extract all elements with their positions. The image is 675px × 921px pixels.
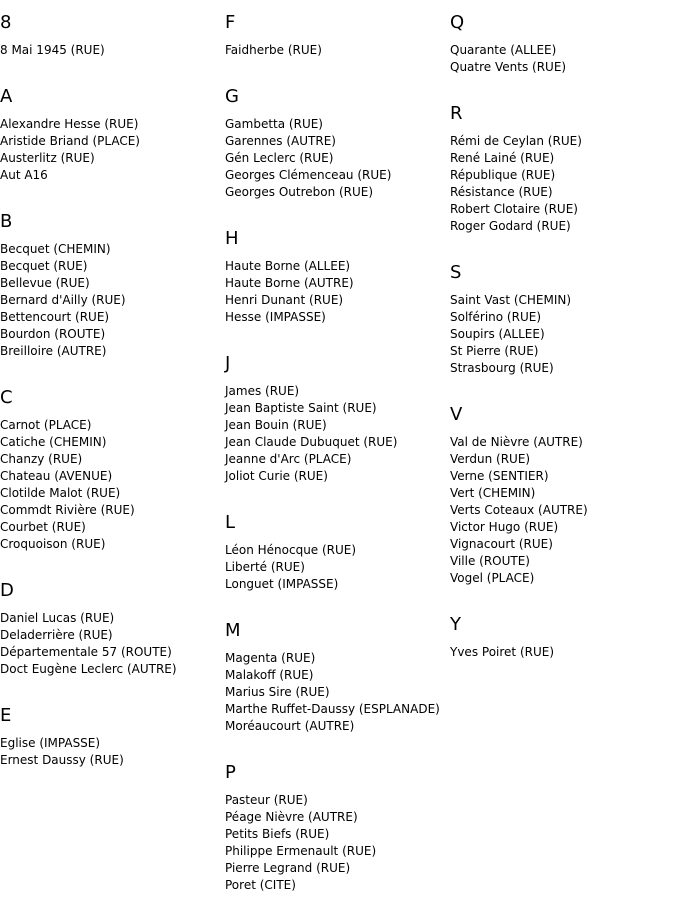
street-link[interactable]: Deladerrière (RUE) bbox=[0, 628, 113, 642]
street-index-column-2 bbox=[225, 12, 447, 921]
street-link[interactable]: République (RUE) bbox=[450, 168, 556, 182]
street-link[interactable]: Strasbourg (RUE) bbox=[450, 361, 554, 375]
street-link[interactable]: Carnot (PLACE) bbox=[0, 418, 92, 432]
street-link[interactable]: Ernest Daussy (RUE) bbox=[0, 753, 124, 767]
street-link[interactable]: Yves Poiret (RUE) bbox=[450, 645, 555, 659]
street-link[interactable]: St Pierre (RUE) bbox=[450, 344, 539, 358]
street-link[interactable]: René Lainé (RUE) bbox=[450, 151, 555, 165]
letter-section-j bbox=[225, 353, 447, 485]
street-link[interactable]: Alexandre Hesse (RUE) bbox=[0, 117, 139, 131]
street-link[interactable]: Georges Outrebon (RUE) bbox=[225, 185, 374, 199]
letter-section-v bbox=[450, 404, 672, 587]
street-link[interactable]: Verdun (RUE) bbox=[450, 452, 531, 466]
street-link[interactable]: Haute Borne (ALLEE) bbox=[225, 259, 351, 273]
section-letter: M bbox=[225, 620, 241, 641]
street-link[interactable]: Victor Hugo (RUE) bbox=[450, 520, 559, 534]
street-link[interactable]: Marius Sire (RUE) bbox=[225, 685, 330, 699]
street-link[interactable]: Vert (CHEMIN) bbox=[450, 486, 536, 500]
street-link[interactable]: Doct Eugène Leclerc (AUTRE) bbox=[0, 662, 177, 676]
street-link[interactable]: Verne (SENTIER) bbox=[450, 469, 549, 483]
street-link[interactable]: Départementale 57 (ROUTE) bbox=[0, 645, 172, 659]
street-link[interactable]: Henri Dunant (RUE) bbox=[225, 293, 344, 307]
street-link[interactable]: Moréaucourt (AUTRE) bbox=[225, 719, 355, 733]
section-letter: G bbox=[225, 86, 239, 107]
street-link[interactable]: Poret (CITE) bbox=[225, 878, 296, 892]
street-link[interactable]: Jean Baptiste Saint (RUE) bbox=[225, 401, 377, 415]
letter-section-m bbox=[225, 620, 447, 735]
street-link[interactable]: Faidherbe (RUE) bbox=[225, 43, 322, 57]
letter-section-8 bbox=[0, 12, 222, 59]
letter-section-p bbox=[225, 762, 447, 894]
letter-section-g bbox=[225, 86, 447, 201]
street-link[interactable]: Solférino (RUE) bbox=[450, 310, 541, 324]
section-letter: P bbox=[225, 762, 236, 783]
street-link[interactable]: Jeanne d'Arc (PLACE) bbox=[225, 452, 352, 466]
letter-section-d bbox=[0, 580, 222, 678]
street-link[interactable]: Catiche (CHEMIN) bbox=[0, 435, 107, 449]
street-link[interactable]: Clotilde Malot (RUE) bbox=[0, 486, 121, 500]
section-letter: D bbox=[0, 580, 14, 601]
street-link[interactable]: Malakoff (RUE) bbox=[225, 668, 314, 682]
section-letter: C bbox=[0, 387, 13, 408]
section-letter: H bbox=[225, 228, 239, 249]
letter-section-l bbox=[225, 512, 447, 593]
section-letter: E bbox=[0, 705, 12, 726]
street-index-column-1 bbox=[0, 12, 222, 796]
section-letter: J bbox=[225, 353, 231, 374]
street-link[interactable]: Longuet (IMPASSE) bbox=[225, 577, 339, 591]
street-link[interactable]: Daniel Lucas (RUE) bbox=[0, 611, 115, 625]
street-link[interactable]: Quatre Vents (RUE) bbox=[450, 60, 567, 74]
street-link[interactable]: Joliot Curie (RUE) bbox=[225, 469, 328, 483]
letter-section-s bbox=[450, 262, 672, 377]
section-letter: Q bbox=[450, 12, 465, 33]
street-link[interactable]: Becquet (RUE) bbox=[0, 259, 88, 273]
section-letter: Y bbox=[450, 614, 461, 635]
street-link[interactable]: Résistance (RUE) bbox=[450, 185, 553, 199]
street-link[interactable]: Austerlitz (RUE) bbox=[0, 151, 95, 165]
street-link[interactable]: Bellevue (RUE) bbox=[0, 276, 90, 290]
section-letter: 8 bbox=[0, 12, 12, 33]
street-link[interactable]: Magenta (RUE) bbox=[225, 651, 316, 665]
street-link[interactable]: Jean Claude Dubuquet (RUE) bbox=[225, 435, 398, 449]
street-link[interactable]: Breilloire (AUTRE) bbox=[0, 344, 107, 358]
street-link[interactable]: Gambetta (RUE) bbox=[225, 117, 323, 131]
section-letter: F bbox=[225, 12, 236, 33]
section-letter: V bbox=[450, 404, 463, 425]
street-link[interactable]: Bettencourt (RUE) bbox=[0, 310, 110, 324]
street-link[interactable]: Val de Nièvre (AUTRE) bbox=[450, 435, 583, 449]
street-link[interactable]: Quarante (ALLEE) bbox=[450, 43, 557, 57]
street-link[interactable]: Philippe Ermenault (RUE) bbox=[225, 844, 377, 858]
street-link[interactable]: Commdt Rivière (RUE) bbox=[0, 503, 135, 517]
street-link[interactable]: Rémi de Ceylan (RUE) bbox=[450, 134, 582, 148]
street-link[interactable]: 8 Mai 1945 (RUE) bbox=[0, 43, 105, 57]
street-link[interactable]: Ville (ROUTE) bbox=[450, 554, 530, 568]
letter-section-y bbox=[450, 614, 672, 661]
street-link[interactable]: Roger Godard (RUE) bbox=[450, 219, 571, 233]
street-link[interactable]: Haute Borne (AUTRE) bbox=[225, 276, 354, 290]
street-link[interactable]: Soupirs (ALLEE) bbox=[450, 327, 545, 341]
street-link[interactable]: Pasteur (RUE) bbox=[225, 793, 308, 807]
street-link[interactable]: Gén Leclerc (RUE) bbox=[225, 151, 334, 165]
section-letter: B bbox=[0, 211, 13, 232]
street-link[interactable]: Hesse (IMPASSE) bbox=[225, 310, 326, 324]
street-link[interactable]: Liberté (RUE) bbox=[225, 560, 305, 574]
section-letter: A bbox=[0, 86, 13, 107]
street-link[interactable]: Bernard d'Ailly (RUE) bbox=[0, 293, 126, 307]
street-link[interactable]: Vignacourt (RUE) bbox=[450, 537, 553, 551]
letter-section-r bbox=[450, 103, 672, 235]
letter-section-e bbox=[0, 705, 222, 769]
street-link[interactable]: Robert Clotaire (RUE) bbox=[450, 202, 578, 216]
street-link[interactable]: Croquoison (RUE) bbox=[0, 537, 106, 551]
street-link[interactable]: Aristide Briand (PLACE) bbox=[0, 134, 140, 148]
street-link[interactable]: Courbet (RUE) bbox=[0, 520, 86, 534]
letter-section-f bbox=[225, 12, 447, 59]
letter-section-h bbox=[225, 228, 447, 326]
street-link[interactable]: James (RUE) bbox=[225, 384, 300, 398]
street-link[interactable]: Léon Hénocque (RUE) bbox=[225, 543, 357, 557]
section-letter: S bbox=[450, 262, 462, 283]
street-link[interactable]: Chateau (AVENUE) bbox=[0, 469, 113, 483]
street-link[interactable]: Verts Coteaux (AUTRE) bbox=[450, 503, 588, 517]
street-link[interactable]: Vogel (PLACE) bbox=[450, 571, 535, 585]
street-link[interactable]: Petits Biefs (RUE) bbox=[225, 827, 330, 841]
street-link[interactable]: Eglise (IMPASSE) bbox=[0, 736, 101, 750]
street-link[interactable]: Becquet (CHEMIN) bbox=[0, 242, 111, 256]
street-index-column-3 bbox=[450, 12, 672, 688]
street-link[interactable]: Georges Clémenceau (RUE) bbox=[225, 168, 392, 182]
letter-section-q bbox=[450, 12, 672, 76]
letter-section-b bbox=[0, 211, 222, 360]
street-link[interactable]: Saint Vast (CHEMIN) bbox=[450, 293, 572, 307]
street-link[interactable]: Jean Bouin (RUE) bbox=[225, 418, 327, 432]
letter-section-a bbox=[0, 86, 222, 184]
street-link[interactable]: Garennes (AUTRE) bbox=[225, 134, 336, 148]
street-link[interactable]: Péage Nièvre (AUTRE) bbox=[225, 810, 358, 824]
section-letter: R bbox=[450, 103, 463, 124]
section-letter: L bbox=[225, 512, 236, 533]
street-link[interactable]: Marthe Ruffet-Daussy (ESPLANADE) bbox=[225, 702, 440, 716]
street-link[interactable]: Pierre Legrand (RUE) bbox=[225, 861, 351, 875]
street-link[interactable]: Chanzy (RUE) bbox=[0, 452, 83, 466]
street-link[interactable]: Aut A16 bbox=[0, 168, 48, 182]
street-link[interactable]: Bourdon (ROUTE) bbox=[0, 327, 106, 341]
letter-section-c bbox=[0, 387, 222, 553]
